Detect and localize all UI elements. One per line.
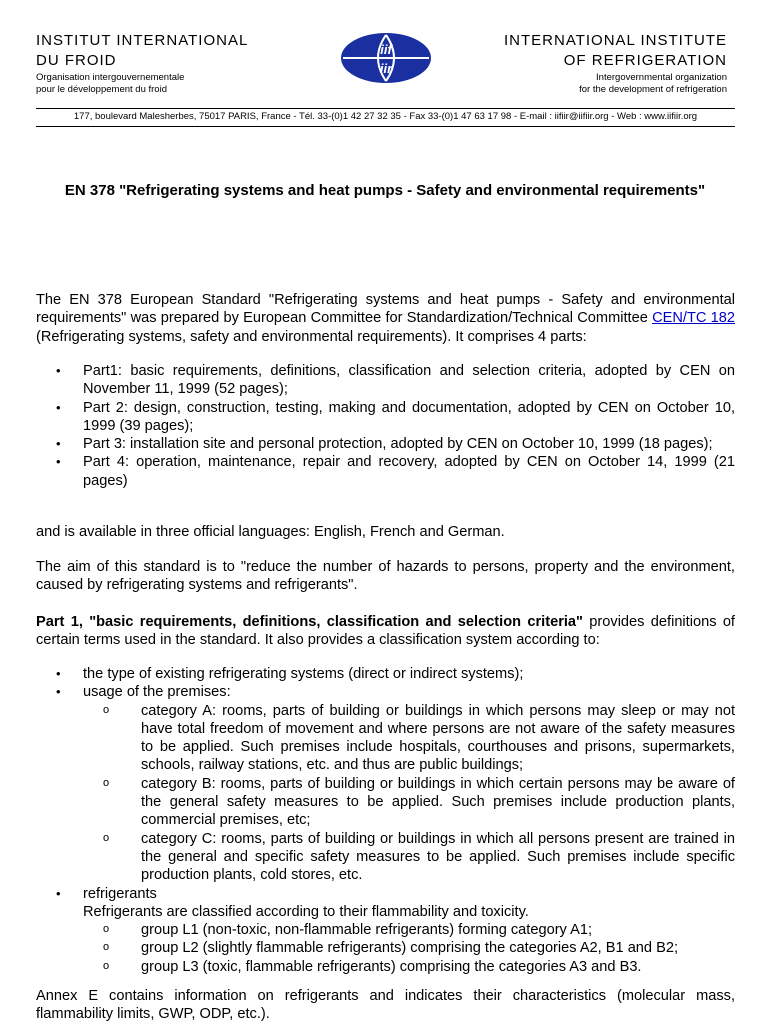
part1-heading: Part 1, "basic requirements, definitions, classification and selection criteria" <box>36 614 583 630</box>
header-right-subtitle <box>579 72 727 96</box>
refrigerants-note: Refrigerants are classified according to their flammability and toxicity. <box>83 903 529 920</box>
list-item <box>36 885 735 976</box>
refrigerants-label: • refrigerants <box>83 885 157 902</box>
parts-list <box>36 362 735 490</box>
right-title-line2: OF REFRIGERATION <box>563 52 727 69</box>
intro-paragraph <box>36 291 735 346</box>
list-item: • Part 4: operation, maintenance, repair and recovery, adopted by CEN on October 14, 1999 (21 pages) <box>36 453 735 490</box>
sub-list-item: o group L1 (non-toxic, non-flammable refrigerants) forming category A1; <box>36 921 735 939</box>
usage-label: usage of the premises: <box>83 684 231 701</box>
header-left-subtitle <box>36 72 184 96</box>
aim-paragraph: The aim of this standard is to "reduce the number of hazards to persons, property and the environment, caused by refrigerating systems and refrigerants". <box>36 559 735 594</box>
sub-list-item: o category C: rooms, parts of building or buildings in which all persons present are trained in the general and specific safety measures to be applied. Such premises include specific production plants, cold stores, etc. <box>36 830 735 885</box>
languages-paragraph: and is available in three official languages: English, French and German. <box>36 524 505 540</box>
left-title-line1: INSTITUT INTERNATIONAL <box>36 32 249 49</box>
header-rule-bottom <box>36 126 735 127</box>
part1-paragraph <box>36 613 735 650</box>
svg-text:iir: iir <box>379 61 393 76</box>
right-title-line1: INTERNATIONAL INSTITUTE <box>503 32 727 49</box>
iif-iir-logo <box>340 32 432 84</box>
left-title-line2: DU FROID <box>36 52 117 69</box>
intro-text-end: (Refrigerating systems, safety and environmental requirements). It comprises 4 parts: <box>36 328 587 345</box>
part1-text: provides definitions of certain terms used in the standard. It also provides a classification system according to: <box>36 614 735 649</box>
annex-paragraph: Annex E contains information on refrigerants and indicates their characteristics (molecular mass, flammability limits, GWP, ODP, etc.). <box>36 988 735 1023</box>
sub-list-item: o group L2 (slightly flammable refrigerants) comprising the categories A2, B1 and B2; <box>36 939 735 957</box>
left-sub-line2: pour le développement du froid <box>36 84 167 95</box>
list-item <box>36 683 735 884</box>
list-item: • Part 2: design, construction, testing, making and documentation, adopted by CEN on October 10, 1999 (39 pages); <box>36 399 735 436</box>
header-right-title <box>504 30 727 72</box>
right-sub-line2: for the development of refrigeration <box>579 84 727 95</box>
svg-text:iif: iif <box>380 42 392 57</box>
intro-text: The EN 378 European Standard "Refrigerating systems and heat pumps - Safety and environmental requirements" was prepared by European Committee for Standardization/Technical Committee <box>36 292 735 327</box>
sub-list-item: o category A: rooms, parts of building or buildings in which persons may sleep or may not have total freedom of movement and where persons are not aware of the safety measures to be applied. Such premises include hospitals, courthouses and prisons, supermarkets, schools, railway stations, etc. and thus are public buildings; <box>36 702 735 775</box>
cen-tc-182-link[interactable]: CEN/TC 182 <box>652 310 735 327</box>
header-rule-top <box>36 108 735 109</box>
header-left-title <box>36 30 248 72</box>
right-sub-line1: Intergovernmental organization <box>596 72 727 83</box>
list-item: • Part 3: installation site and personal protection, adopted by CEN on October 10, 1999 (18 pages); <box>36 435 735 453</box>
document-title: EN 378 "Refrigerating systems and heat pumps - Safety and environmental requirements" <box>64 182 706 199</box>
list-item: • Part1: basic requirements, definitions, classification and selection criteria, adopted by CEN on November 11, 1999 (52 pages); <box>36 362 735 399</box>
sub-list-item: o group L3 (toxic, flammable refrigerants) comprising the categories A3 and B3. <box>36 958 735 976</box>
left-sub-line1: Organisation intergouvernementale <box>36 72 185 83</box>
address-line: 177, boulevard Malesherbes, 75017 PARIS, France - Tél. 33-(0)1 42 27 32 35 - Fax 33-(0)1 47 63 17 98 - E-mail : iifiir@iifiir.org - Web : www.iifiir.org <box>73 111 698 122</box>
list-item: • the type of existing refrigerating systems (direct or indirect systems); <box>36 665 735 683</box>
classification-list <box>36 665 735 976</box>
sub-list-item: o category B: rooms, parts of building or buildings in which certain persons may be aware of the general safety measures to be applied. Such premises include production plants, commercial premises, etc; <box>36 775 735 830</box>
